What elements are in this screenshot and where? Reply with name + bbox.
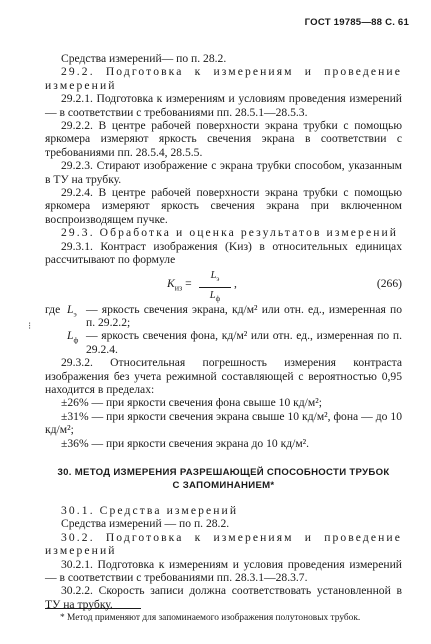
section-title (45, 466, 402, 492)
section-title-line: С ЗАПОМИНАНИЕМ* (172, 479, 275, 491)
paragraph: 29.2.3. Стирают изображение с экрана трубки способом, указанным в ТУ на трубку. (45, 159, 402, 186)
formula-266 (45, 268, 402, 304)
paragraph: 30.2.1. Подготовка к измерениям и условия проведения измерений — в соответствии с требованиями пп. 28.3.1—28.3.7. (45, 557, 402, 584)
paragraph: 29.2.2. В центре рабочей поверхности экрана трубки с помощью яркомера измеряют яркость свечения экрана в соответствии с требованиями пп. 28.5.4, 28.5.5. (45, 119, 402, 159)
paragraph: 29.2.4. В центре рабочей поверхности экрана трубки с помощью яркомера измеряют яркость свечения экрана при включенном воспроизводящем пучке. (45, 186, 402, 226)
paragraph: ±26% — при яркости свечения фона свыше 10 кд/м²; (61, 396, 322, 410)
paragraph: Средства измерений— по п. 28.2. (61, 52, 227, 65)
definition-item (45, 303, 402, 330)
paragraph: Средства измерений — по п. 28.2. (61, 517, 230, 531)
page-content (45, 52, 402, 611)
formula-lhs: $K_{из}$ = (167, 276, 192, 292)
subsection-heading: 29.2. Подготовка к измерениям и проведение измерений (45, 65, 402, 92)
definition-text: — яркость свечения экрана, кд/м² или отн. ед., измеренная по п. 29.2.2; (86, 302, 402, 329)
fraction-denominator: $L_ф$ (209, 290, 221, 304)
formula-comma: , (234, 276, 237, 290)
footnote: * Метод применяют для запоминаемого изображения полутоновых трубок. (60, 613, 361, 623)
paragraph: 30.2.2. Скорость записи должна соответствовать установленной в ТУ на трубку. (45, 584, 402, 611)
definition-text: — яркость свечения фона, кд/м² или отн. ед., измеренная по п. 29.2.4. (86, 329, 402, 356)
formula-fraction (199, 269, 231, 307)
definition-item (45, 329, 402, 356)
definition-term: $L_э$ (67, 302, 77, 318)
margin-mark: ⁝ (28, 321, 32, 332)
subsection-heading: 30.2. Подготовка к измерениям и проведение измерений (45, 530, 402, 558)
footnote-rule (45, 608, 141, 609)
paragraph: ±31% — при яркости свечения экрана свыше 10 кд/м², фона — до 10 кд/м²; (45, 409, 402, 437)
page-header: ГОСТ 19785—88 С. 61 (304, 17, 409, 28)
subsection-heading: 30.1. Средства измерений (61, 503, 239, 517)
definition-spacer (45, 329, 67, 356)
where-label: где (45, 302, 61, 316)
subsection-heading: 29.3. Обработка и оценка результатов измерений (61, 226, 399, 240)
paragraph: 29.2.1. Подготовка к измерениям и условиям проведения измерений — в соответствии с требованиями пп. 28.5.1—28.5.3. (45, 92, 402, 119)
fraction-numerator: $L_э$ (199, 269, 231, 289)
equation-number: (266) (376, 276, 402, 290)
paragraph: ±36% — при яркости свечения экрана до 10 кд/м². (61, 436, 310, 450)
paragraph: 29.3.2. Относительная погрешность измерения контраста изображения без учета режимной составляющей с вероятностью 0,95 находится в пределах: (45, 356, 402, 396)
paragraph: 29.3.1. Контраст изображения (Kиз) в относительных единицах рассчитывают по формуле (45, 239, 402, 267)
section-title-line: 30. МЕТОД ИЗМЕРЕНИЯ РАЗРЕШАЮЩЕЙ СПОСОБНОСТИ ТРУБОК (57, 466, 390, 478)
definition-term: $L_ф$ (67, 329, 79, 345)
definition-list (45, 303, 402, 357)
